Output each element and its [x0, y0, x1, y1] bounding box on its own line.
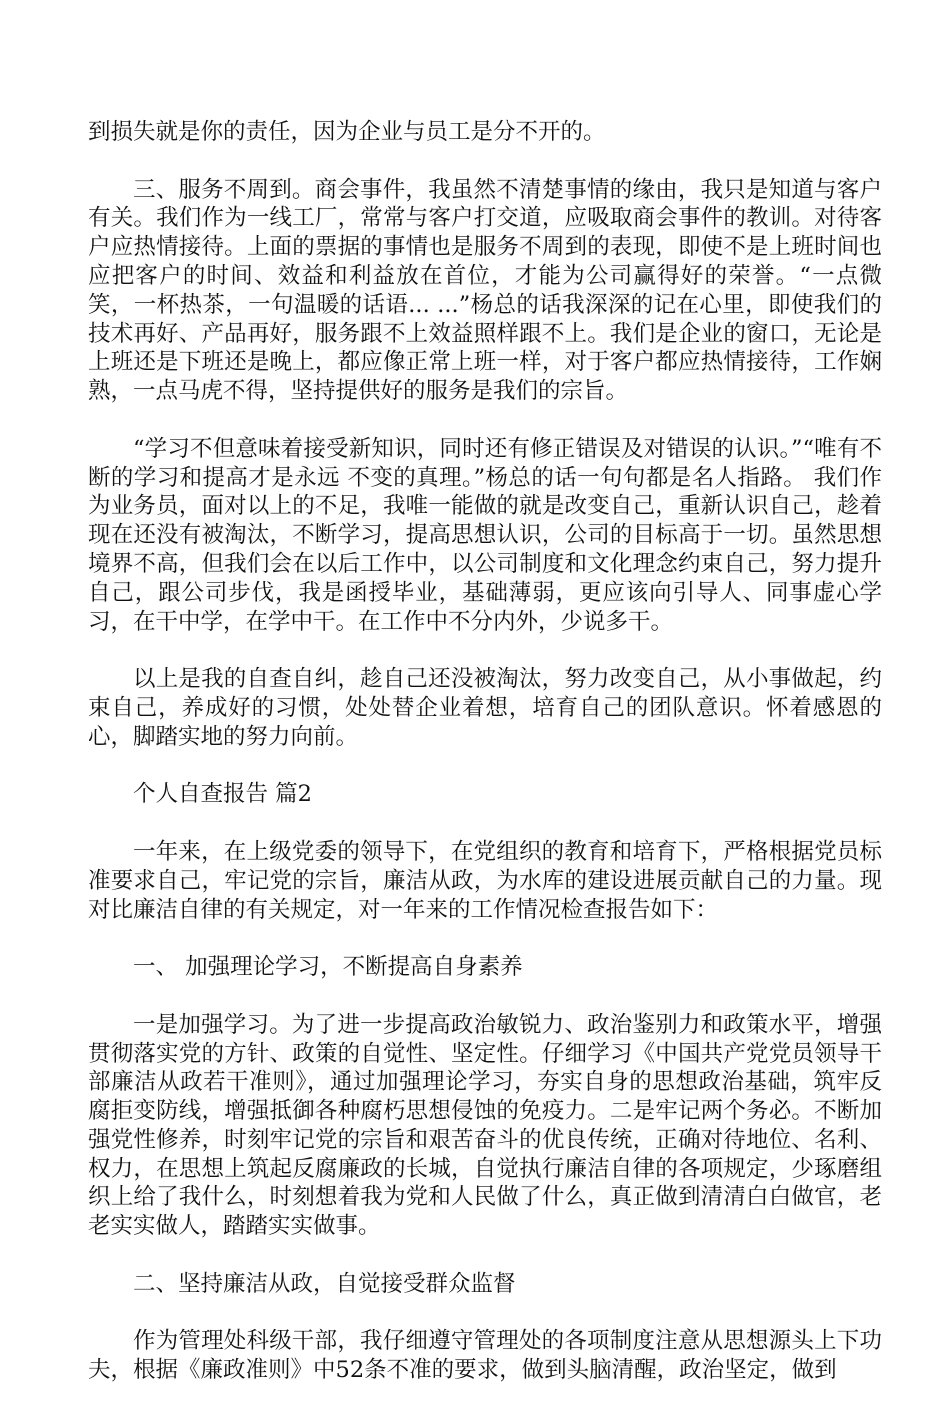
para-strengthen-study: 一是加强学习。为了进一步提高政治敏锐力、政治鉴别力和政策水平，增强贯彻落实党的方针、政策的自觉性、坚定性。仔细学习《中国共产党党员领导干部廉洁从政若干准则》，通过加强理论学习，夯实自身的思想政治基础，筑牢反腐拒变防线，增强抵御各种腐朽思想侵蚀的免疫力。二是牢记两个务必。不断加强党性修养，时刻牢记党的宗旨和艰苦奋斗的优良传统，正确对待地位、名利、权力，在思想上筑起反腐廉政的长城，自觉执行廉洁自律的各项规定，少琢磨组织上给了我什么，时刻想着我为党和人民做了什么，真正做到清清白白做官，老老实实做人，踏踏实实做事。	[88, 1011, 882, 1240]
para-summary: 以上是我的自查自纠，趁自己还没被淘汰，努力改变自己，从小事做起，约束自己，养成好的习惯，处处替企业着想，培育自己的团队意识。怀着感恩的心，脚踏实地的努力向前。	[88, 666, 882, 750]
para-intro: 一年来，在上级党委的领导下，在党组织的教育和培育下，严格根据党员标准要求自己，牢记党的宗旨，廉洁从政，为水库的建设进展贡献自己的力量。现对比廉洁自律的有关规定，对一年来的工作情况检查报告如下：	[88, 838, 882, 923]
heading-integrity: 二、坚持廉洁从政，自觉接受群众监督	[133, 1270, 516, 1297]
para-manager: 作为管理处科级干部，我仔细遵守管理处的各项制度注意从思想源头上下功夫，根据《廉政准则》中52条不准的要求，做到头脑清醒，政治坚定，做到	[88, 1328, 882, 1384]
para-continuation: 到损失就是你的责任，因为企业与员工是分不开的。	[88, 119, 606, 145]
heading-theory-study: 一、 加强理论学习，不断提高自身素养	[133, 954, 523, 981]
para-learning: “学习不但意味着接受新知识，同时还有修正错误及对错误的认识。”“唯有不断的学习和提高才是永远 不变的真理。”杨总的话一句句都是名人指路。 我们作为业务员，面对以上的不足，我唯一能做的就是改变自己，重新认识自己，趁着现在还没有被淘汰，不断学习，提高思想认识，公司的目标高于一切。虽然思想境界不高，但我们会在以后工作中，以公司制度和文化理念约束自己，努力提升自己，跟公司步伐，我是函授毕业，基础薄弱，更应该向引导人、同事虚心学习，在干中学，在学中干。在工作中不分内外，少说多干。	[88, 435, 882, 635]
section-title-part2: 个人自查报告 篇2	[133, 781, 312, 808]
para-service: 三、服务不周到。商会事件，我虽然不清楚事情的缘由，我只是知道与客户有关。我们作为一线工厂，常常与客户打交道，应吸取商会事件的教训。对待客户应热情接待。上面的票据的事情也是服务不周到的表现，即使不是上班时间也应把客户的时间、效益和利益放在首位，才能为公司赢得好的荣誉。“一点微笑，一杯热茶，一句温暖的话语... ...”杨总的话我深深的记在心里，即使我们的技术再好、产品再好，服务跟不上效益照样跟不上。我们是企业的窗口，无论是上班还是下班还是晚上，都应像正常上班一样，对于客户都应热情接待，工作娴熟，一点马虎不得，坚持提供好的服务是我们的宗旨。	[88, 176, 882, 405]
document-page	[88, 118, 882, 1414]
